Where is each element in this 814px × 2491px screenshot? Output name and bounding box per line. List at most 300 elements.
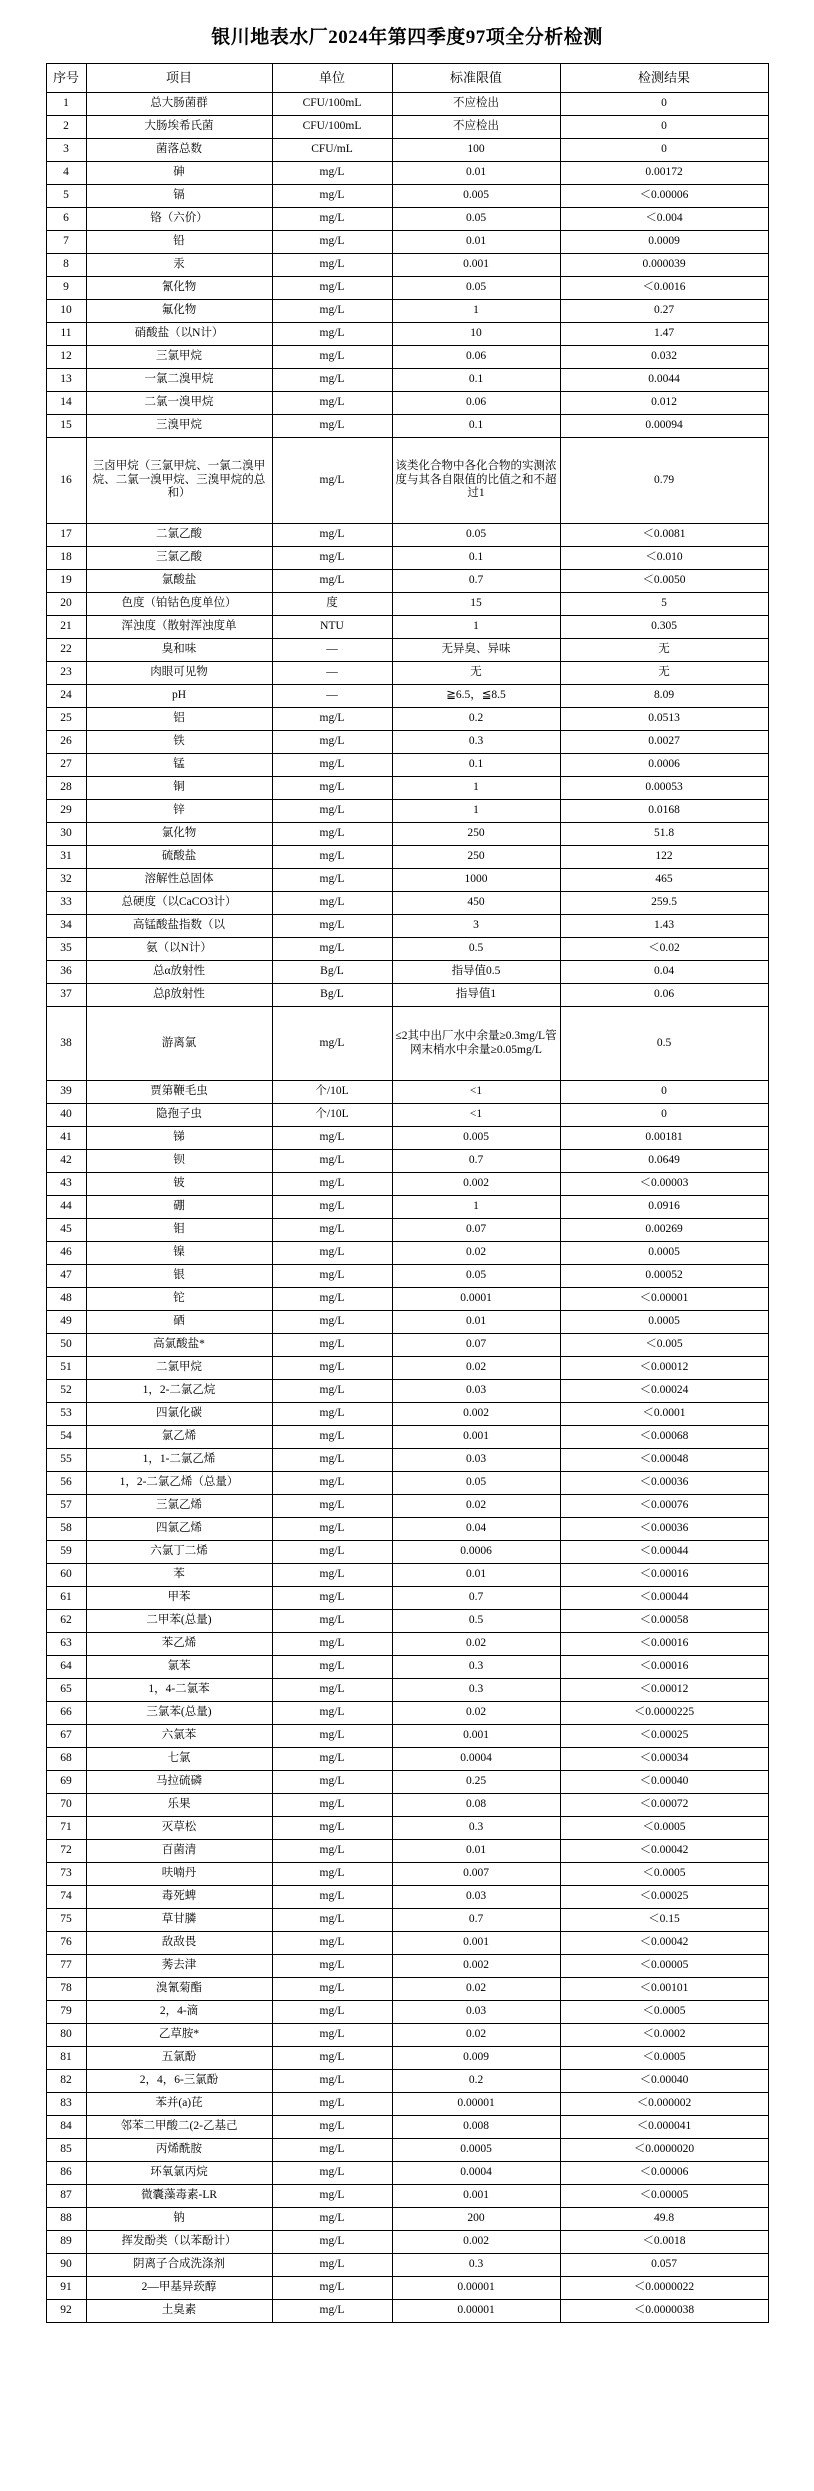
cell-parameter-name: 邻苯二甲酸二(2-乙基己 (86, 2116, 272, 2139)
cell-unit: mg/L (272, 369, 392, 392)
cell-sequence-number: 81 (46, 2047, 86, 2070)
cell-test-result: ＜0.0005 (560, 1817, 768, 1840)
cell-sequence-number: 88 (46, 2208, 86, 2231)
cell-parameter-name: 游离氯 (86, 1007, 272, 1081)
cell-standard-limit: 0.0006 (392, 1541, 560, 1564)
cell-test-result: 259.5 (560, 892, 768, 915)
table-row (46, 616, 768, 639)
cell-test-result: ＜0.0005 (560, 2001, 768, 2024)
cell-test-result: 0 (560, 93, 768, 116)
cell-sequence-number: 22 (46, 639, 86, 662)
table-row (46, 662, 768, 685)
cell-sequence-number: 35 (46, 938, 86, 961)
table-row (46, 1702, 768, 1725)
cell-sequence-number: 58 (46, 1518, 86, 1541)
cell-unit: mg/L (272, 1702, 392, 1725)
cell-standard-limit: 0.01 (392, 1564, 560, 1587)
cell-standard-limit: 0.00001 (392, 2300, 560, 2323)
cell-standard-limit: 0.0004 (392, 1748, 560, 1771)
cell-parameter-name: 一氯二溴甲烷 (86, 369, 272, 392)
table-row (46, 1633, 768, 1656)
cell-standard-limit: 0.3 (392, 2254, 560, 2277)
cell-parameter-name: 阴离子合成洗涤剂 (86, 2254, 272, 2277)
cell-standard-limit: 0.2 (392, 708, 560, 731)
table-row (46, 846, 768, 869)
cell-sequence-number: 6 (46, 208, 86, 231)
cell-standard-limit: 0.7 (392, 570, 560, 593)
cell-unit: mg/L (272, 1840, 392, 1863)
table-row (46, 1150, 768, 1173)
table-row (46, 708, 768, 731)
table-row (46, 392, 768, 415)
table-row (46, 1426, 768, 1449)
table-row (46, 777, 768, 800)
table-row (46, 984, 768, 1007)
cell-test-result: 0.00181 (560, 1127, 768, 1150)
cell-test-result: 0.0044 (560, 369, 768, 392)
cell-unit: mg/L (272, 1219, 392, 1242)
table-row (46, 1242, 768, 1265)
cell-unit: mg/L (272, 1403, 392, 1426)
table-row (46, 593, 768, 616)
cell-sequence-number: 71 (46, 1817, 86, 1840)
table-row (46, 2277, 768, 2300)
cell-standard-limit: <1 (392, 1081, 560, 1104)
cell-parameter-name: 敌敌畏 (86, 1932, 272, 1955)
cell-parameter-name: 菌落总数 (86, 139, 272, 162)
cell-standard-limit: 0.0005 (392, 2139, 560, 2162)
cell-unit: mg/L (272, 1449, 392, 1472)
cell-sequence-number: 64 (46, 1656, 86, 1679)
cell-parameter-name: 氟化物 (86, 300, 272, 323)
cell-sequence-number: 72 (46, 1840, 86, 1863)
cell-test-result: 0.0513 (560, 708, 768, 731)
table-row (46, 754, 768, 777)
cell-sequence-number: 18 (46, 547, 86, 570)
cell-parameter-name: 六氯苯 (86, 1725, 272, 1748)
table-row (46, 1610, 768, 1633)
cell-standard-limit: 0.001 (392, 1932, 560, 1955)
cell-sequence-number: 30 (46, 823, 86, 846)
cell-unit: mg/L (272, 162, 392, 185)
cell-parameter-name: 三氯乙烯 (86, 1495, 272, 1518)
cell-unit: mg/L (272, 2001, 392, 2024)
table-row (46, 1518, 768, 1541)
cell-standard-limit: 0.007 (392, 1863, 560, 1886)
table-row (46, 1748, 768, 1771)
cell-sequence-number: 75 (46, 1909, 86, 1932)
cell-standard-limit: 0.1 (392, 415, 560, 438)
cell-parameter-name: 隐孢子虫 (86, 1104, 272, 1127)
cell-sequence-number: 36 (46, 961, 86, 984)
cell-unit: mg/L (272, 892, 392, 915)
cell-sequence-number: 84 (46, 2116, 86, 2139)
column-header-item: 项目 (86, 64, 272, 93)
table-row (46, 2185, 768, 2208)
cell-parameter-name: 三氯苯(总量) (86, 1702, 272, 1725)
table-row (46, 1978, 768, 2001)
cell-parameter-name: 1，2-二氯乙烷 (86, 1380, 272, 1403)
table-row (46, 300, 768, 323)
cell-unit: mg/L (272, 1886, 392, 1909)
table-row (46, 1817, 768, 1840)
cell-unit: mg/L (272, 915, 392, 938)
cell-unit: mg/L (272, 1587, 392, 1610)
cell-sequence-number: 59 (46, 1541, 86, 1564)
cell-sequence-number: 19 (46, 570, 86, 593)
cell-unit: mg/L (272, 254, 392, 277)
cell-sequence-number: 5 (46, 185, 86, 208)
cell-test-result: ＜0.00003 (560, 1173, 768, 1196)
cell-test-result: 0.0916 (560, 1196, 768, 1219)
cell-unit: mg/L (272, 1794, 392, 1817)
cell-sequence-number: 45 (46, 1219, 86, 1242)
cell-parameter-name: 甲苯 (86, 1587, 272, 1610)
cell-sequence-number: 44 (46, 1196, 86, 1219)
cell-standard-limit: 指导值0.5 (392, 961, 560, 984)
table-row (46, 1081, 768, 1104)
cell-standard-limit: 0.1 (392, 754, 560, 777)
cell-unit: mg/L (272, 1771, 392, 1794)
cell-sequence-number: 42 (46, 1150, 86, 1173)
cell-test-result: ＜0.0005 (560, 2047, 768, 2070)
table-row (46, 1219, 768, 1242)
table-row (46, 415, 768, 438)
cell-unit: mg/L (272, 185, 392, 208)
table-row (46, 2139, 768, 2162)
cell-test-result: ＜0.0050 (560, 570, 768, 593)
table-row (46, 1449, 768, 1472)
cell-parameter-name: 氨（以N计） (86, 938, 272, 961)
cell-parameter-name: 1，4-二氯苯 (86, 1679, 272, 1702)
cell-sequence-number: 41 (46, 1127, 86, 1150)
cell-sequence-number: 77 (46, 1955, 86, 1978)
cell-unit: mg/L (272, 2047, 392, 2070)
cell-unit: mg/L (272, 1265, 392, 1288)
cell-parameter-name: 镉 (86, 185, 272, 208)
cell-parameter-name: 贾第鞭毛虫 (86, 1081, 272, 1104)
cell-sequence-number: 53 (46, 1403, 86, 1426)
cell-standard-limit: 0.005 (392, 1127, 560, 1150)
cell-standard-limit: 0.002 (392, 1403, 560, 1426)
table-row (46, 208, 768, 231)
cell-parameter-name: 总α放射性 (86, 961, 272, 984)
cell-parameter-name: 三氯甲烷 (86, 346, 272, 369)
cell-test-result: ＜0.00044 (560, 1541, 768, 1564)
cell-sequence-number: 82 (46, 2070, 86, 2093)
cell-sequence-number: 67 (46, 1725, 86, 1748)
cell-parameter-name: 毒死蜱 (86, 1886, 272, 1909)
cell-unit: mg/L (272, 1518, 392, 1541)
cell-test-result: ＜0.00006 (560, 185, 768, 208)
cell-unit: mg/L (272, 208, 392, 231)
cell-unit: mg/L (272, 846, 392, 869)
cell-standard-limit: <1 (392, 1104, 560, 1127)
cell-unit: mg/L (272, 2070, 392, 2093)
cell-unit: mg/L (272, 2024, 392, 2047)
table-row (46, 731, 768, 754)
cell-parameter-name: 铝 (86, 708, 272, 731)
cell-test-result: 0.0005 (560, 1242, 768, 1265)
table-row (46, 1679, 768, 1702)
cell-test-result: ＜0.00016 (560, 1564, 768, 1587)
cell-unit: mg/L (272, 800, 392, 823)
table-row (46, 1403, 768, 1426)
cell-unit: 个/10L (272, 1081, 392, 1104)
cell-parameter-name: 硫酸盐 (86, 846, 272, 869)
cell-test-result: ＜0.00048 (560, 1449, 768, 1472)
cell-standard-limit: 1 (392, 800, 560, 823)
cell-standard-limit: 不应检出 (392, 116, 560, 139)
cell-test-result: ＜0.00016 (560, 1656, 768, 1679)
cell-sequence-number: 50 (46, 1334, 86, 1357)
cell-parameter-name: 铅 (86, 231, 272, 254)
cell-unit: 度 (272, 593, 392, 616)
cell-parameter-name: 七氯 (86, 1748, 272, 1771)
cell-parameter-name: 乐果 (86, 1794, 272, 1817)
cell-unit: mg/L (272, 2139, 392, 2162)
cell-parameter-name: 氯化物 (86, 823, 272, 846)
cell-standard-limit: 1 (392, 777, 560, 800)
cell-standard-limit: 0.3 (392, 731, 560, 754)
table-row (46, 800, 768, 823)
cell-test-result: ＜0.0018 (560, 2231, 768, 2254)
cell-sequence-number: 21 (46, 616, 86, 639)
cell-sequence-number: 62 (46, 1610, 86, 1633)
cell-test-result: ＜0.0000038 (560, 2300, 768, 2323)
cell-sequence-number: 17 (46, 524, 86, 547)
cell-test-result: ＜0.000002 (560, 2093, 768, 2116)
cell-parameter-name: 环氧氯丙烷 (86, 2162, 272, 2185)
cell-standard-limit: 0.07 (392, 1334, 560, 1357)
cell-unit: mg/L (272, 1357, 392, 1380)
cell-unit: mg/L (272, 2254, 392, 2277)
cell-test-result: 5 (560, 593, 768, 616)
cell-unit: NTU (272, 616, 392, 639)
cell-standard-limit: 0.2 (392, 2070, 560, 2093)
table-row (46, 938, 768, 961)
table-row (46, 1932, 768, 1955)
page-title: 银川地表水厂2024年第四季度97项全分析检测 (211, 27, 603, 48)
cell-standard-limit: 0.1 (392, 369, 560, 392)
cell-sequence-number: 56 (46, 1472, 86, 1495)
cell-standard-limit: 0.5 (392, 1610, 560, 1633)
cell-sequence-number: 48 (46, 1288, 86, 1311)
cell-sequence-number: 32 (46, 869, 86, 892)
table-row (46, 2208, 768, 2231)
cell-standard-limit: 0.02 (392, 1702, 560, 1725)
cell-unit: mg/L (272, 1127, 392, 1150)
cell-standard-limit: 指导值1 (392, 984, 560, 1007)
cell-parameter-name: 硒 (86, 1311, 272, 1334)
cell-unit: mg/L (272, 2277, 392, 2300)
cell-unit: mg/L (272, 823, 392, 846)
cell-parameter-name: 氰化物 (86, 277, 272, 300)
cell-parameter-name: 砷 (86, 162, 272, 185)
table-row (46, 1196, 768, 1219)
cell-sequence-number: 2 (46, 116, 86, 139)
cell-test-result: 1.43 (560, 915, 768, 938)
cell-unit: CFU/mL (272, 139, 392, 162)
cell-unit: CFU/100mL (272, 93, 392, 116)
cell-sequence-number: 7 (46, 231, 86, 254)
cell-standard-limit: 0.03 (392, 2001, 560, 2024)
cell-unit: mg/L (272, 1909, 392, 1932)
cell-test-result: ＜0.00076 (560, 1495, 768, 1518)
cell-sequence-number: 23 (46, 662, 86, 685)
cell-sequence-number: 28 (46, 777, 86, 800)
cell-parameter-name: 1，1-二氯乙烯 (86, 1449, 272, 1472)
table-row (46, 570, 768, 593)
cell-standard-limit: 0.01 (392, 1840, 560, 1863)
cell-sequence-number: 49 (46, 1311, 86, 1334)
cell-parameter-name: 四氯化碳 (86, 1403, 272, 1426)
cell-test-result: ＜0.0081 (560, 524, 768, 547)
cell-sequence-number: 43 (46, 1173, 86, 1196)
cell-test-result: 0.06 (560, 984, 768, 1007)
cell-sequence-number: 20 (46, 593, 86, 616)
cell-test-result: 8.09 (560, 685, 768, 708)
cell-test-result: ＜0.005 (560, 1334, 768, 1357)
cell-standard-limit: 0.02 (392, 1978, 560, 2001)
cell-standard-limit: 0.002 (392, 2231, 560, 2254)
column-header-std: 标准限值 (392, 64, 560, 93)
cell-parameter-name: 2，4-滴 (86, 2001, 272, 2024)
table-row (46, 1357, 768, 1380)
cell-test-result: ＜0.00001 (560, 1288, 768, 1311)
cell-sequence-number: 74 (46, 1886, 86, 1909)
cell-test-result: ＜0.00040 (560, 1771, 768, 1794)
cell-parameter-name: 镍 (86, 1242, 272, 1265)
cell-unit: mg/L (272, 277, 392, 300)
cell-test-result: 49.8 (560, 2208, 768, 2231)
cell-parameter-name: pH (86, 685, 272, 708)
cell-test-result: ＜0.00040 (560, 2070, 768, 2093)
cell-test-result: ＜0.00025 (560, 1886, 768, 1909)
cell-parameter-name: 银 (86, 1265, 272, 1288)
cell-parameter-name: 铜 (86, 777, 272, 800)
cell-sequence-number: 57 (46, 1495, 86, 1518)
cell-unit: mg/L (272, 1564, 392, 1587)
table-row (46, 2300, 768, 2323)
table-row (46, 892, 768, 915)
table-row (46, 1886, 768, 1909)
table-row (46, 823, 768, 846)
table-row (46, 2047, 768, 2070)
table-row (46, 2024, 768, 2047)
cell-standard-limit: 1 (392, 300, 560, 323)
table-row (46, 1656, 768, 1679)
table-row (46, 1541, 768, 1564)
cell-test-result: ＜0.010 (560, 547, 768, 570)
cell-parameter-name: 微囊藻毒素-LR (86, 2185, 272, 2208)
cell-unit: mg/L (272, 777, 392, 800)
cell-standard-limit: 450 (392, 892, 560, 915)
cell-parameter-name: 草甘膦 (86, 1909, 272, 1932)
cell-standard-limit: 0.002 (392, 1955, 560, 1978)
cell-sequence-number: 78 (46, 1978, 86, 2001)
cell-parameter-name: 钼 (86, 1219, 272, 1242)
cell-unit: mg/L (272, 1007, 392, 1081)
cell-test-result: 0.0006 (560, 754, 768, 777)
cell-standard-limit: 0.05 (392, 1265, 560, 1288)
table-row (46, 369, 768, 392)
cell-standard-limit: 0.01 (392, 1311, 560, 1334)
column-header-unit: 单位 (272, 64, 392, 93)
cell-parameter-name: 色度（铂钴色度单位） (86, 593, 272, 616)
cell-parameter-name: 挥发酚类（以苯酚计） (86, 2231, 272, 2254)
table-row (46, 277, 768, 300)
cell-unit: mg/L (272, 231, 392, 254)
cell-test-result: ＜0.00072 (560, 1794, 768, 1817)
cell-parameter-name: 高锰酸盐指数（以 (86, 915, 272, 938)
cell-unit: CFU/100mL (272, 116, 392, 139)
table-body (46, 93, 768, 2323)
cell-standard-limit: 0.03 (392, 1449, 560, 1472)
cell-parameter-name: 肉眼可见物 (86, 662, 272, 685)
cell-test-result: ＜0.0000225 (560, 1702, 768, 1725)
cell-test-result: 0.00052 (560, 1265, 768, 1288)
cell-sequence-number: 16 (46, 438, 86, 524)
cell-standard-limit: 0.25 (392, 1771, 560, 1794)
cell-standard-limit: 0.3 (392, 1656, 560, 1679)
cell-standard-limit: 10 (392, 323, 560, 346)
table-row (46, 2116, 768, 2139)
table-row (46, 1840, 768, 1863)
table-row (46, 1725, 768, 1748)
cell-sequence-number: 34 (46, 915, 86, 938)
cell-unit: mg/L (272, 1610, 392, 1633)
cell-sequence-number: 89 (46, 2231, 86, 2254)
cell-parameter-name: 溶解性总固体 (86, 869, 272, 892)
table-row (46, 2231, 768, 2254)
cell-test-result: ＜0.02 (560, 938, 768, 961)
cell-unit: mg/L (272, 1196, 392, 1219)
cell-sequence-number: 68 (46, 1748, 86, 1771)
cell-parameter-name: 铊 (86, 1288, 272, 1311)
cell-test-result: 0.0005 (560, 1311, 768, 1334)
cell-sequence-number: 86 (46, 2162, 86, 2185)
cell-sequence-number: 15 (46, 415, 86, 438)
cell-parameter-name: 百菌清 (86, 1840, 272, 1863)
cell-unit: mg/L (272, 731, 392, 754)
cell-parameter-name: 总硬度（以CaCO3计） (86, 892, 272, 915)
cell-unit: mg/L (272, 754, 392, 777)
cell-standard-limit: 无异臭、异味 (392, 639, 560, 662)
table-row (46, 1794, 768, 1817)
table-row (46, 2162, 768, 2185)
cell-sequence-number: 83 (46, 2093, 86, 2116)
cell-standard-limit: 250 (392, 823, 560, 846)
cell-unit: mg/L (272, 1472, 392, 1495)
cell-parameter-name: 氯酸盐 (86, 570, 272, 593)
cell-unit: mg/L (272, 1242, 392, 1265)
cell-unit: mg/L (272, 1288, 392, 1311)
cell-parameter-name: 三卤甲烷（三氯甲烷、一氯二溴甲烷、二氯一溴甲烷、三溴甲烷的总和） (86, 438, 272, 524)
cell-test-result: 465 (560, 869, 768, 892)
column-header-no: 序号 (46, 64, 86, 93)
table-row (46, 1127, 768, 1150)
table-row (46, 1955, 768, 1978)
cell-test-result: 0.00269 (560, 1219, 768, 1242)
cell-standard-limit: 1 (392, 1196, 560, 1219)
cell-sequence-number: 91 (46, 2277, 86, 2300)
cell-test-result: 0.057 (560, 2254, 768, 2277)
cell-test-result: 0.27 (560, 300, 768, 323)
cell-sequence-number: 11 (46, 323, 86, 346)
table-row (46, 869, 768, 892)
cell-parameter-name: 土臭素 (86, 2300, 272, 2323)
